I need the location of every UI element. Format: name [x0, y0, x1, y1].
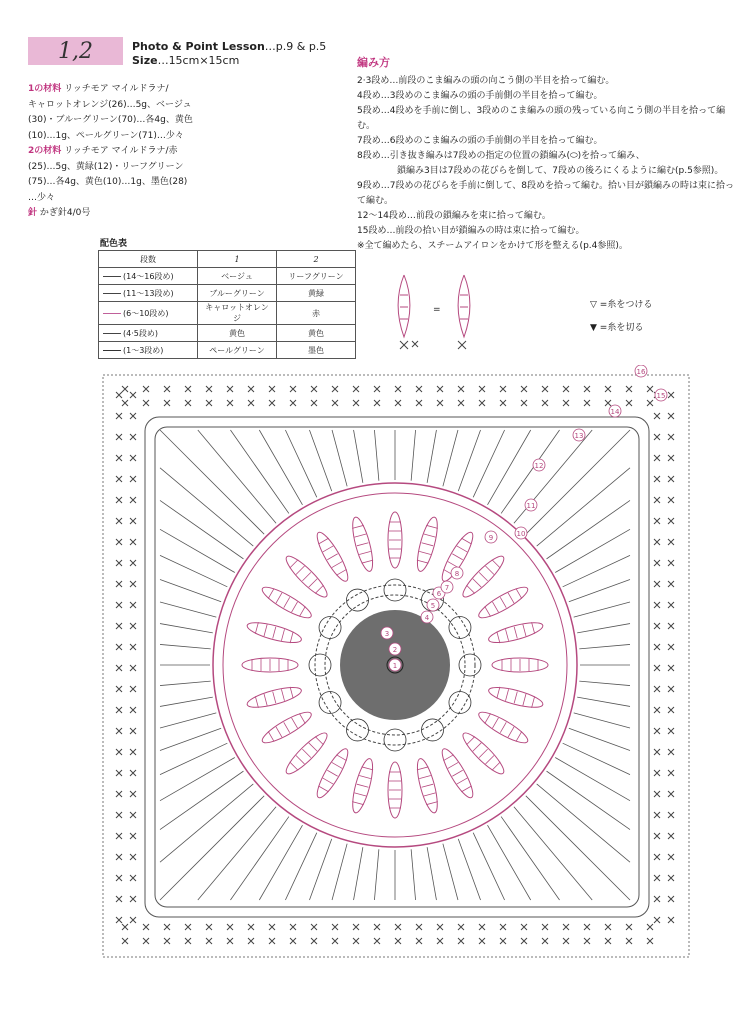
material-text: キャロットオレンジ(26)…5g、ベージュ: [28, 99, 192, 110]
round-label: 5: [430, 602, 436, 610]
material-line: [28, 82, 278, 98]
color-1: ペールグリーン: [198, 342, 277, 359]
color-2: 墨色: [277, 342, 356, 359]
color-table-row: [99, 302, 356, 325]
row-range: (1〜3段め): [123, 345, 164, 355]
material-head: 2の材料: [28, 146, 62, 156]
row-range: (4·5段め): [123, 328, 158, 338]
round-label: 9: [488, 534, 494, 542]
material-line: [28, 191, 278, 207]
instruction-line: 8段め…引き抜き編みは7段めの指定の位置の鎖編み(⬭)を拾って編み、: [357, 151, 645, 161]
round-label: 3: [384, 630, 390, 638]
filled-triangle-icon: ▼: [590, 323, 597, 333]
size-value: …15cm×15cm: [157, 54, 240, 67]
material-line: [28, 206, 278, 222]
color-table-header: 1: [198, 251, 277, 268]
lesson-info: [132, 40, 326, 68]
round-label: 13: [574, 432, 584, 440]
instructions-title: 編み方: [357, 56, 390, 69]
yarn-line-icon: [103, 293, 121, 294]
open-triangle-icon: ▽: [590, 300, 597, 310]
color-table: [98, 250, 356, 359]
material-text: リッチモア マイルドラナ/: [64, 84, 169, 94]
lesson-pages: …p.9 & p.5: [264, 40, 327, 53]
instruction-line: 7段め…6段めのこま編みの頭の手前側の半目を拾って編む。: [357, 136, 603, 146]
size-label: Size: [132, 54, 158, 67]
color-table-header: 段数: [99, 251, 198, 268]
yarn-line-icon: [103, 333, 121, 334]
lesson-label: Photo & Point Lesson: [132, 40, 265, 53]
instruction-line: ※全て編めたら、スチームアイロンをかけて形を整える(p.4参照)。: [357, 241, 628, 251]
material-text: リッチモア マイルドラナ/赤: [64, 146, 178, 156]
material-line: [28, 98, 278, 114]
instruction-line: 12〜14段め…前段の鎖編みを束に拾って編む。: [357, 211, 551, 221]
color-2: リーフグリーン: [277, 268, 356, 285]
color-2: 赤: [277, 302, 356, 325]
legend-attach: [590, 297, 652, 310]
color-1: ブルーグリーン: [198, 285, 277, 302]
round-label: 4: [424, 614, 430, 622]
color-2: 黄緑: [277, 285, 356, 302]
round-label: 14: [610, 408, 620, 416]
color-2: 黄色: [277, 325, 356, 342]
material-text: (10)…1g、ペールグリーン(71)…少々: [28, 130, 184, 141]
material-text: …少々: [28, 192, 56, 203]
round-label: 12: [534, 462, 544, 470]
material-head: 1の材料: [28, 84, 62, 94]
round-label: 2: [392, 646, 398, 654]
legend-cut: [590, 320, 643, 333]
round-label: 16: [636, 368, 646, 376]
yarn-line-icon: [103, 313, 121, 314]
instruction-line: 9段め…7段めの花びらを手前に倒して、8段めを拾って編む。拾い目が鎖編みの時は束に拾って編む。: [357, 181, 735, 206]
round-label: 7: [444, 584, 450, 592]
material-head: 針: [28, 208, 38, 218]
equals-sign: =: [433, 305, 441, 315]
legend-cut-label: =糸を切る: [599, 323, 644, 333]
instruction-line: 鎖編み3目は7段めの花びらを倒して、7段めの後ろにくるように編む(p.5参照)。: [397, 166, 724, 176]
material-line: [28, 160, 278, 176]
row-range: (14〜16段め): [123, 271, 174, 281]
material-line: [28, 129, 278, 145]
instructions: [357, 55, 737, 254]
pattern-number-badge: 1,2: [28, 37, 123, 65]
legend-attach-label: =糸をつける: [599, 300, 653, 310]
instruction-line: 15段め…前段の拾い目が鎖編みの時は束に拾って編む。: [357, 226, 585, 236]
color-1: キャロットオレンジ: [198, 302, 277, 325]
material-text: (30)・ブルーグリーン(70)…各4g、黄色: [28, 115, 193, 125]
row-range: (6〜10段め): [123, 308, 169, 318]
color-table-title: 配色表: [100, 239, 128, 249]
yarn-line-icon: [103, 350, 121, 351]
color-1: 黄色: [198, 325, 277, 342]
instruction-line: 5段め…4段めを手前に倒し、3段めのこま編みの頭の残っている向こう側の半目を拾って編む。: [357, 106, 726, 131]
row-range: (11〜13段め): [123, 288, 174, 298]
round-label: 15: [656, 392, 666, 400]
crochet-chart: [95, 365, 695, 965]
round-label: 1: [392, 662, 398, 670]
material-line: [28, 113, 278, 129]
color-table-row: [99, 268, 356, 285]
round-label: 10: [516, 530, 526, 538]
color-table-row: [99, 285, 356, 302]
round-label: 11: [526, 502, 536, 510]
material-text: (75)…各4g、黄色(10)…1g、墨色(28): [28, 177, 188, 187]
color-1: ベージュ: [198, 268, 277, 285]
round-label: 6: [436, 590, 442, 598]
yarn-line-icon: [103, 276, 121, 277]
material-line: [28, 144, 278, 160]
color-table-row: [99, 342, 356, 359]
material-text: かぎ針4/0号: [39, 208, 91, 218]
color-table-header: 2: [277, 251, 356, 268]
instruction-line: 2·3段め…前段のこま編みの頭の向こう側の半目を拾って編む。: [357, 76, 615, 86]
materials-list: [28, 82, 278, 222]
material-text: (25)…5g、黄緑(12)・リーフグリーン: [28, 161, 184, 172]
round-label: 8: [454, 570, 460, 578]
material-line: [28, 175, 278, 191]
instruction-line: 4段め…3段めのこま編みの頭の手前側の半目を拾って編む。: [357, 91, 603, 101]
color-table-row: [99, 325, 356, 342]
